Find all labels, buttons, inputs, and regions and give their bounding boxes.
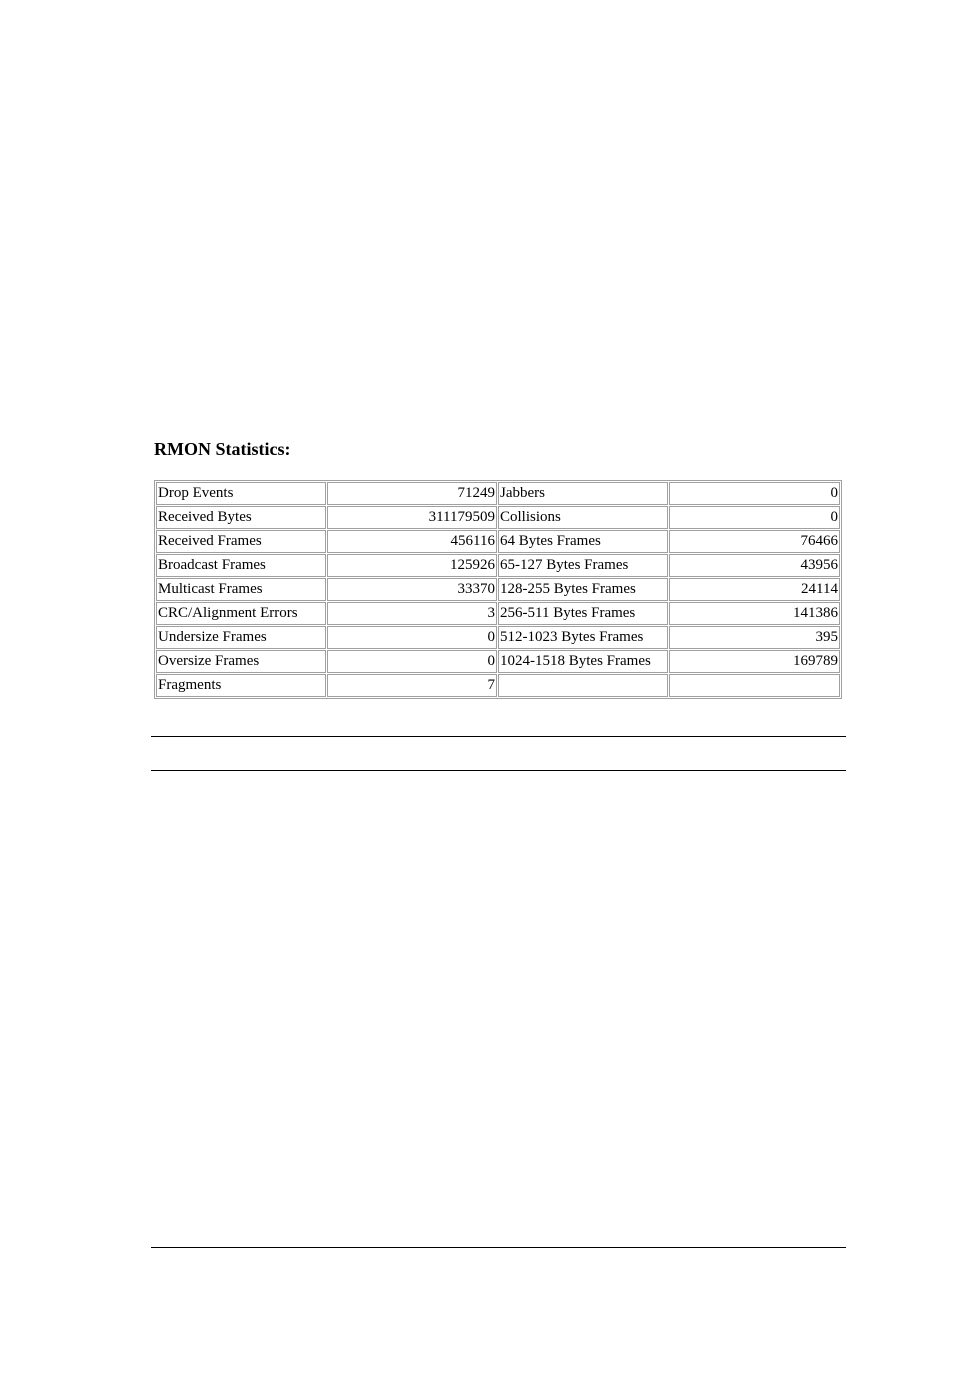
stat-value: 0 <box>669 482 840 505</box>
stat-value: 43956 <box>669 554 840 577</box>
table-row <box>156 650 840 673</box>
stat-label: 256-511 Bytes Frames <box>498 602 668 625</box>
stat-label: Fragments <box>156 674 326 697</box>
stat-value: 311179509 <box>327 506 497 529</box>
section-title: RMON Statistics: <box>154 439 291 459</box>
stat-label: Drop Events <box>156 482 326 505</box>
table-row <box>156 578 840 601</box>
stat-value: 456116 <box>327 530 497 553</box>
stat-value: 33370 <box>327 578 497 601</box>
stat-label: 64 Bytes Frames <box>498 530 668 553</box>
stat-label: Jabbers <box>498 482 668 505</box>
stat-value: 71249 <box>327 482 497 505</box>
table-row <box>156 674 840 697</box>
stat-label: 65-127 Bytes Frames <box>498 554 668 577</box>
stat-value: 3 <box>327 602 497 625</box>
stat-value: 76466 <box>669 530 840 553</box>
stat-value: 141386 <box>669 602 840 625</box>
stat-label: Received Bytes <box>156 506 326 529</box>
table-row <box>156 554 840 577</box>
table-row <box>156 602 840 625</box>
stat-value: 0 <box>327 650 497 673</box>
divider <box>151 770 846 771</box>
table-row <box>156 482 840 505</box>
table-row <box>156 506 840 529</box>
rmon-statistics-table <box>154 480 842 699</box>
stat-label: 512-1023 Bytes Frames <box>498 626 668 649</box>
stat-value: 395 <box>669 626 840 649</box>
stat-value <box>669 674 840 697</box>
stat-label <box>498 674 668 697</box>
stat-value: 7 <box>327 674 497 697</box>
stat-label: Multicast Frames <box>156 578 326 601</box>
stat-value: 24114 <box>669 578 840 601</box>
stat-label: Oversize Frames <box>156 650 326 673</box>
stat-label: CRC/Alignment Errors <box>156 602 326 625</box>
stat-label: Broadcast Frames <box>156 554 326 577</box>
footer-divider <box>151 1247 846 1248</box>
divider <box>151 736 846 737</box>
stat-label: 1024-1518 Bytes Frames <box>498 650 668 673</box>
stat-label: Collisions <box>498 506 668 529</box>
table-row <box>156 626 840 649</box>
table-row <box>156 530 840 553</box>
stat-label: Undersize Frames <box>156 626 326 649</box>
stat-label: 128-255 Bytes Frames <box>498 578 668 601</box>
stat-value: 125926 <box>327 554 497 577</box>
stat-value: 169789 <box>669 650 840 673</box>
stat-value: 0 <box>669 506 840 529</box>
stat-label: Received Frames <box>156 530 326 553</box>
stat-value: 0 <box>327 626 497 649</box>
